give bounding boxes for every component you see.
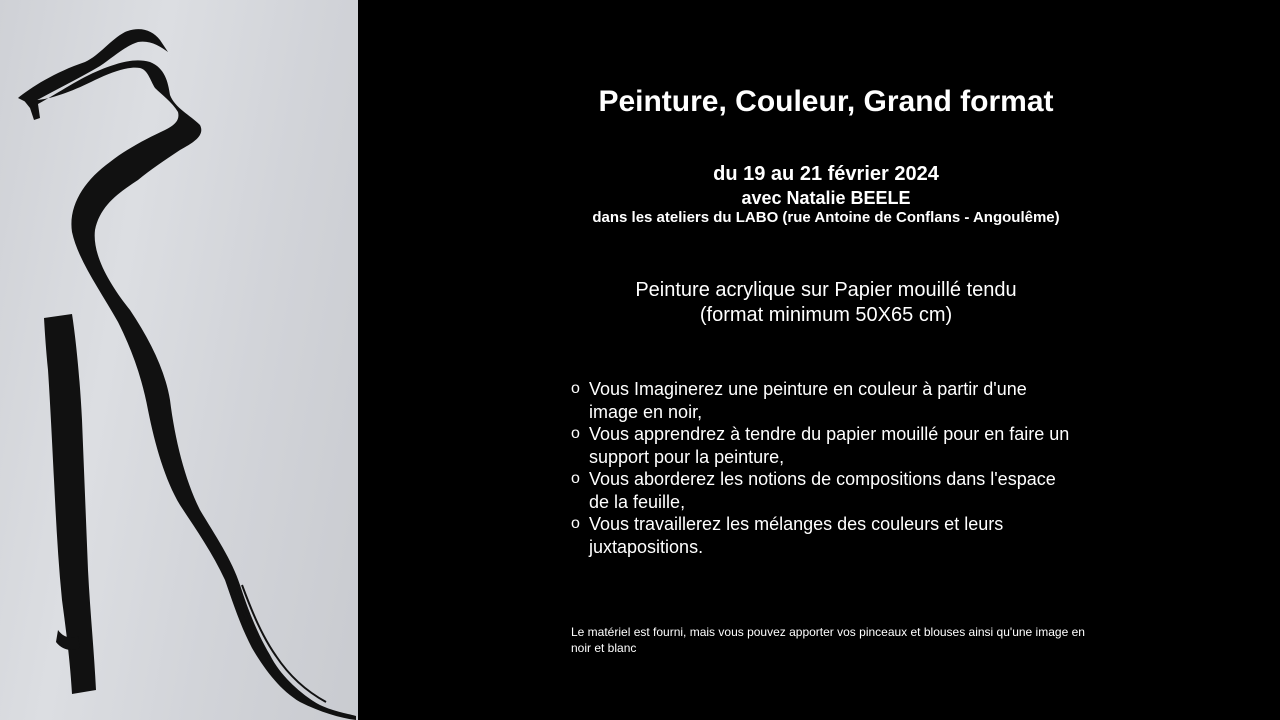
objectives-list xyxy=(571,378,1091,558)
technique-line-2: (format minimum 50X65 cm) xyxy=(699,304,953,326)
list-item-text: Vous travaillerez les mélanges des couleurs et leurs juxtapositions. xyxy=(589,514,1004,557)
list-item xyxy=(571,423,1079,468)
list-item-text: Vous apprendrez à tendre du papier mouillé pour en faire un support pour la peinture, xyxy=(589,424,1070,467)
list-item-text: Vous aborderez les notions de compositions dans l'espace de la feuille, xyxy=(589,469,1056,512)
brush-stroke-figure-icon xyxy=(0,0,358,720)
circle-bullet-icon: o xyxy=(571,380,580,397)
materials-note: Le matériel est fourni, mais vous pouvez apporter vos pinceaux et blouses ainsi qu'une image en noir et blanc xyxy=(571,625,1085,655)
list-item xyxy=(571,513,1079,558)
list-item-text: Vous Imaginerez une peinture en couleur à partir d'une image en noir, xyxy=(589,379,1027,422)
event-dates: du 19 au 21 février 2024 xyxy=(713,163,939,185)
list-item xyxy=(571,378,1079,423)
event-text-panel xyxy=(566,0,1086,720)
event-teacher: avec Natalie BEELE xyxy=(741,188,911,208)
technique-description xyxy=(566,278,1086,328)
circle-bullet-icon: o xyxy=(571,425,580,442)
circle-bullet-icon: o xyxy=(571,470,580,487)
ink-brush-artwork xyxy=(0,0,358,720)
technique-line-1: Peinture acrylique sur Papier mouillé tendu xyxy=(635,279,1017,301)
event-venue: dans les ateliers du LABO (rue Antoine de Conflans - Angoulême) xyxy=(592,209,1060,226)
list-item xyxy=(571,468,1079,513)
circle-bullet-icon: o xyxy=(571,515,580,532)
event-title: Peinture, Couleur, Grand format xyxy=(598,85,1054,118)
